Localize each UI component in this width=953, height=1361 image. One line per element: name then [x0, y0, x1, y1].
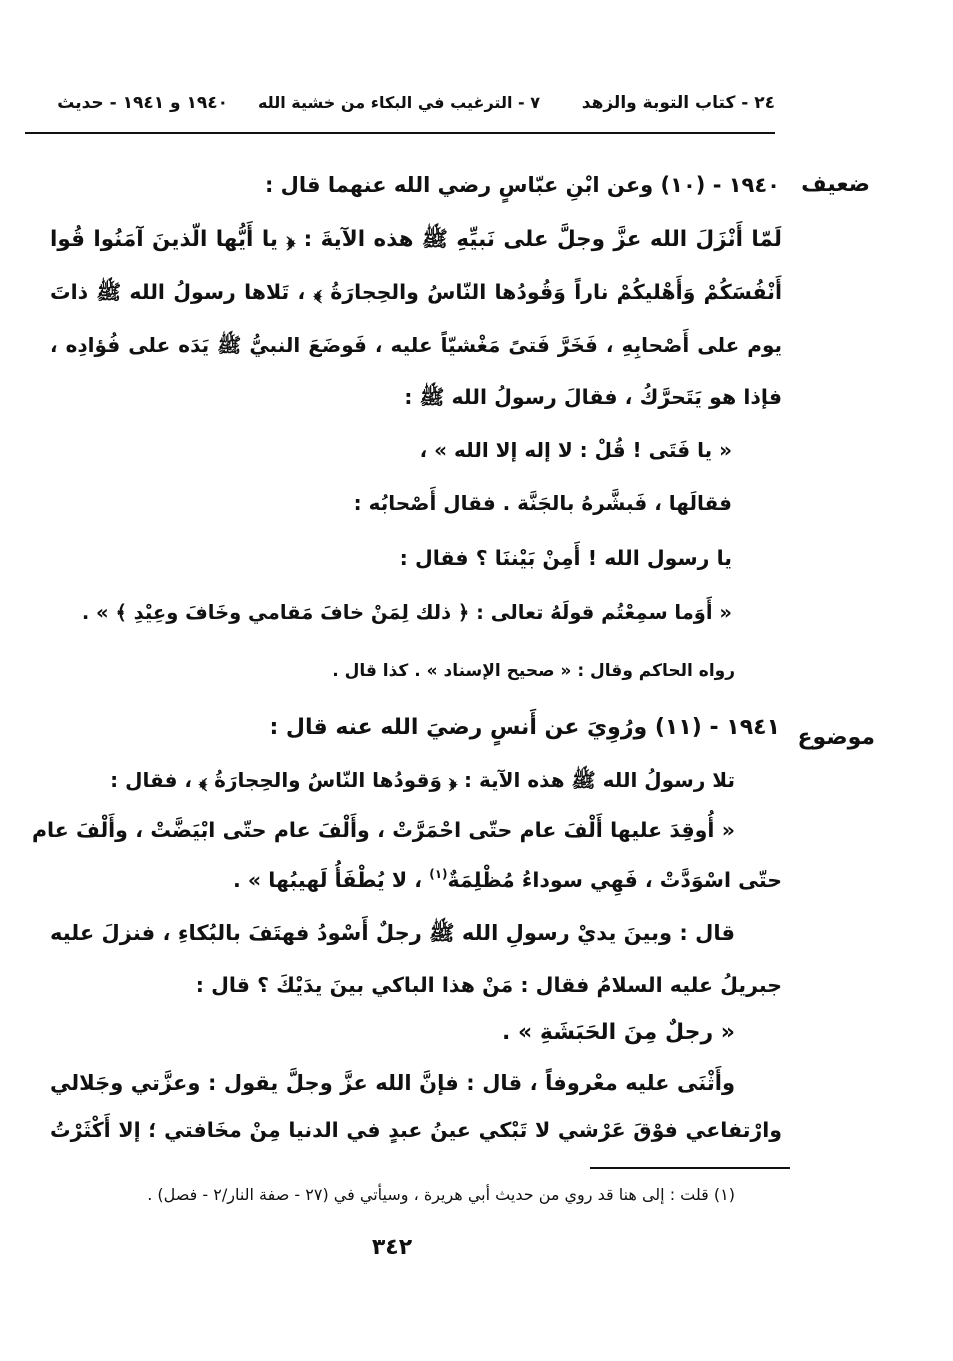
- text-line: وارْتفاعي فوْقَ عَرْشي لا تَبْكي عينُ عبدٍ في الدنيا مِنْ مخَافتي ؛ إلا أَكْثَرْتُ: [50, 1118, 782, 1142]
- text-line: « أُوقِدَ عليها أَلْفَ عام حتّى احْمَرَّتْ ، وأَلْفَ عام حتّى ابْيَضَّتْ ، وأَلْفَ عام: [32, 818, 735, 842]
- text-line: أَنْفُسَكُمْ وَأَهْليكُمْ ناراً وَقُودُها النّاسُ والحِجارَةُ ﴾ ، تَلاها رسولُ الله ﷺ ذاتَ: [50, 280, 782, 304]
- grade-label-weak: ضعيف: [801, 172, 870, 197]
- running-header-book: ٢٤ - كتاب التوبة والزهد: [581, 93, 775, 113]
- hadith-1941-line-9: [50, 1110, 782, 1150]
- text-line: فإذا هو يَتَحرَّكُ ، فقالَ رسولُ الله ﷺ :: [404, 385, 782, 409]
- text-line: « يا فَتَى ! قُلْ : لا إله إلا الله » ،: [419, 438, 732, 462]
- grade-label-fabricated: موضوع: [797, 725, 875, 750]
- hadith-1941-line-2: [95, 760, 735, 800]
- text-line: لَمّا أَنْزَلَ الله عزَّ وجلَّ على نَبيِّهِ ﷺ هذه الآيةَ : ﴿ يا أَيُّها الّذينَ آمَنُوا قُوا: [50, 227, 782, 252]
- running-header-chapter-box: [250, 88, 540, 118]
- hadith-1941-line-1: [260, 708, 780, 748]
- running-header-hadith-range-box: [18, 88, 228, 118]
- hadith-1940-line-1: [260, 165, 780, 205]
- hadith-1941-heading: ١٩٤١ - (١١) ورُوِيَ عن أَنسٍ رضيَ الله عنه قال :: [269, 715, 780, 740]
- hadith-1941-line-4: [222, 860, 782, 900]
- hadith-1940-line-5: [402, 377, 782, 417]
- text-line: [233, 868, 782, 892]
- text-segment: حتّى اسْوَدَّتْ ، فَهِي سوداءُ مُظْلِمَةٌ: [447, 868, 782, 892]
- text-line: فقالَها ، فَبشَّرهُ بالجَنَّة . فقال أَصْحابُه :: [353, 491, 732, 515]
- text-line: يا رسول الله ! أَمِنْ بَيْننَا ؟ فقال :: [399, 546, 732, 570]
- running-header-hadith-range: ١٩٤٠ و ١٩٤١ - حديث: [57, 93, 228, 113]
- hadith-1940-heading: ١٩٤٠ - (١٠) وعن ابْنِ عبّاسٍ رضي الله عنهما قال :: [264, 173, 780, 197]
- footnote-rule: [590, 1167, 790, 1169]
- page-number: ٣٤٢: [371, 1235, 413, 1260]
- header-rule: [25, 132, 775, 134]
- source-note: رواه الحاكم وقال : « صحيح الإسناد » . كذا قال .: [332, 661, 735, 681]
- hadith-1940-line-2: [50, 220, 782, 260]
- running-header-chapter: ٧ - الترغيب في البكاء من خشية الله: [257, 93, 540, 112]
- footnote: (١) قلت : إلى هنا قد روي من حديث أبي هريرة ، وسيأتي في (٢٧ - صفة النار/٢ - فصل) .: [147, 1185, 735, 1204]
- hadith-1941-line-8: [50, 1063, 735, 1103]
- text-line: « أَوَما سمِعْتُم قولَهُ تعالى : ﴿ ذلك لِمَنْ خافَ مَقامي وخَافَ وعِيْدِ ﴾ » .: [81, 601, 732, 624]
- hadith-1941-line-5: [50, 913, 735, 953]
- text-line: جبريلُ عليه السلامُ فقال : مَنْ هذا الباكي بينَ يدَيْكَ ؟ قال :: [195, 973, 782, 997]
- text-line: وأَثْنَى عليه معْروفاً ، قال : فإنَّ الله عزَّ وجلَّ يقول : وعزَّتي وجَلالي: [50, 1071, 735, 1095]
- hadith-1940-line-7: [352, 483, 732, 523]
- hadith-1941-line-6: [182, 965, 782, 1005]
- hadith-1941-line-7: [495, 1013, 735, 1053]
- hadith-1941-line-3: [32, 810, 735, 850]
- footnote-box: [95, 1180, 735, 1210]
- text-segment: ، لا يُطْفَأُ لَهيبُها » .: [233, 868, 430, 892]
- hadith-1940-line-8: [392, 538, 732, 578]
- hadith-1940-line-9: [70, 593, 732, 633]
- hadith-1940-source-note: [315, 654, 735, 688]
- text-line: « رجلٌ مِنَ الحَبَشَةِ » .: [501, 1020, 735, 1045]
- text-line: تلا رسولُ الله ﷺ هذه الآية : ﴿ وَقودُها النّاسُ والحِجارَةُ ﴾ ، فقال :: [110, 768, 735, 792]
- hadith-1940-line-4: [50, 325, 782, 365]
- hadith-1940-line-3: [50, 272, 782, 312]
- running-header-book-box: [575, 88, 775, 118]
- text-line: قال : وبينَ يديْ رسولِ الله ﷺ رجلٌ أَسْودُ فهتَفَ بالبُكاءِ ، فنزلَ عليه: [50, 921, 735, 945]
- hadith-1940-line-6: [412, 430, 732, 470]
- text-line: يوم على أَصْحابِهِ ، فَخَرَّ فَتىً مَغْشيّاً عليه ، فَوضَعَ النبيُّ ﷺ يَدَه على فُؤادِه ،: [50, 333, 782, 357]
- footnote-marker: (١): [429, 867, 448, 881]
